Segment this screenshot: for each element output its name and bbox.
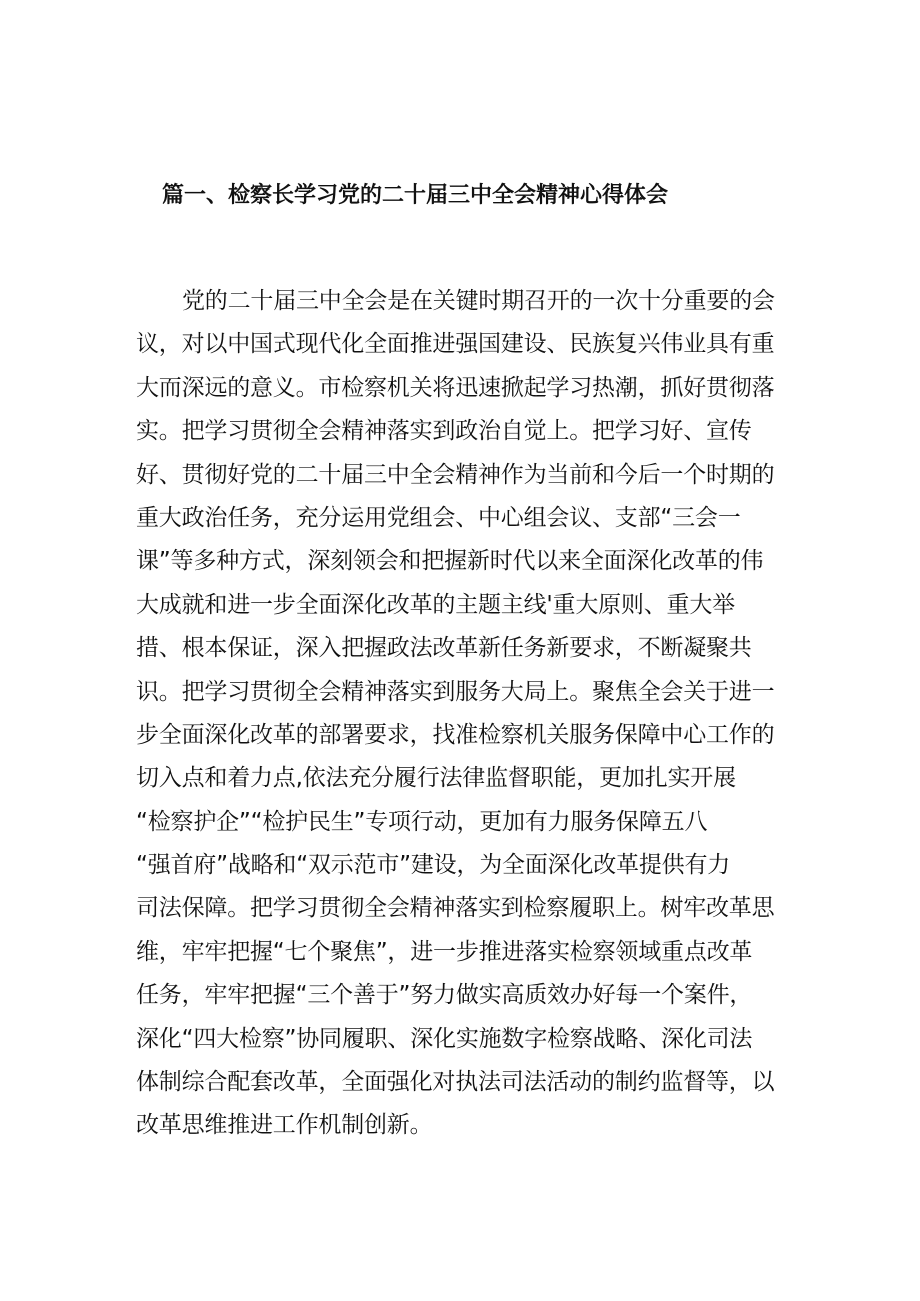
body-line: 维，牢牢把握“七个聚焦”，进一步推进落实检察领域重点改革 — [136, 938, 753, 965]
body-line: 大成就和进一步全面深化改革的主题主线'重大原则、重大举 — [136, 591, 735, 618]
body-line: “强首府”战略和“双示范市”建设，为全面深化改革提供有力 — [136, 852, 731, 879]
body-line: 重大政治任务，充分运用党组会、中心组会议、支部“三会一 — [136, 504, 741, 531]
body-line: 措、根本保证，深入把握政法改革新任务新要求，不断凝聚共 — [136, 635, 752, 662]
body-line: 任务，牢牢把握“三个善于”努力做实高质效办好每一个案件， — [136, 982, 753, 1009]
body-line: 深化“四大检察”协同履职、深化实施数字检察战略、深化司法 — [136, 1025, 753, 1052]
document-title: 篇一、检察长学习党的二十届三中全会精神心得体会 — [162, 183, 669, 208]
document-body — [136, 280, 796, 1148]
body-line: 步全面深化改革的部署要求，找准检察机关服务保障中心工作的 — [136, 721, 775, 748]
body-line: “检察护企”“检护民生”专项行动，更加有力服务保障五八 — [136, 808, 708, 835]
body-line: 党的二十届三中全会是在关键时期召开的一次十分重要的会 — [182, 288, 775, 314]
body-line: 实。把学习贯彻全会精神落实到政治自觉上。把学习好、宣传 — [136, 418, 752, 445]
body-line: 识。把学习贯彻全会精神落实到服务大局上。聚焦全会关于进一 — [136, 678, 775, 705]
body-line: 大而深远的意义。市检察机关将迅速掀起学习热潮，抓好贯彻落 — [136, 374, 775, 401]
body-line: 议，对以中国式现代化全面推进强国建设、民族复兴伟业具有重 — [136, 331, 775, 358]
body-line: 课”等多种方式，深刻领会和把握新时代以来全面深化改革的伟 — [136, 548, 764, 575]
body-line: 切入点和着力点,依法充分履行法律监督职能，更加扎实开展 — [136, 765, 736, 792]
body-line: 好、贯彻好党的二十届三中全会精神作为当前和今后一个时期的 — [136, 461, 775, 488]
body-line: 司法保障。把学习贯彻全会精神落实到检察履职上。树牢改革思 — [136, 895, 775, 922]
body-line: 体制综合配套改革，全面强化对执法司法活动的制约监督等，以 — [136, 1069, 775, 1096]
body-line: 改革思维推进工作机制创新。 — [136, 1112, 433, 1139]
